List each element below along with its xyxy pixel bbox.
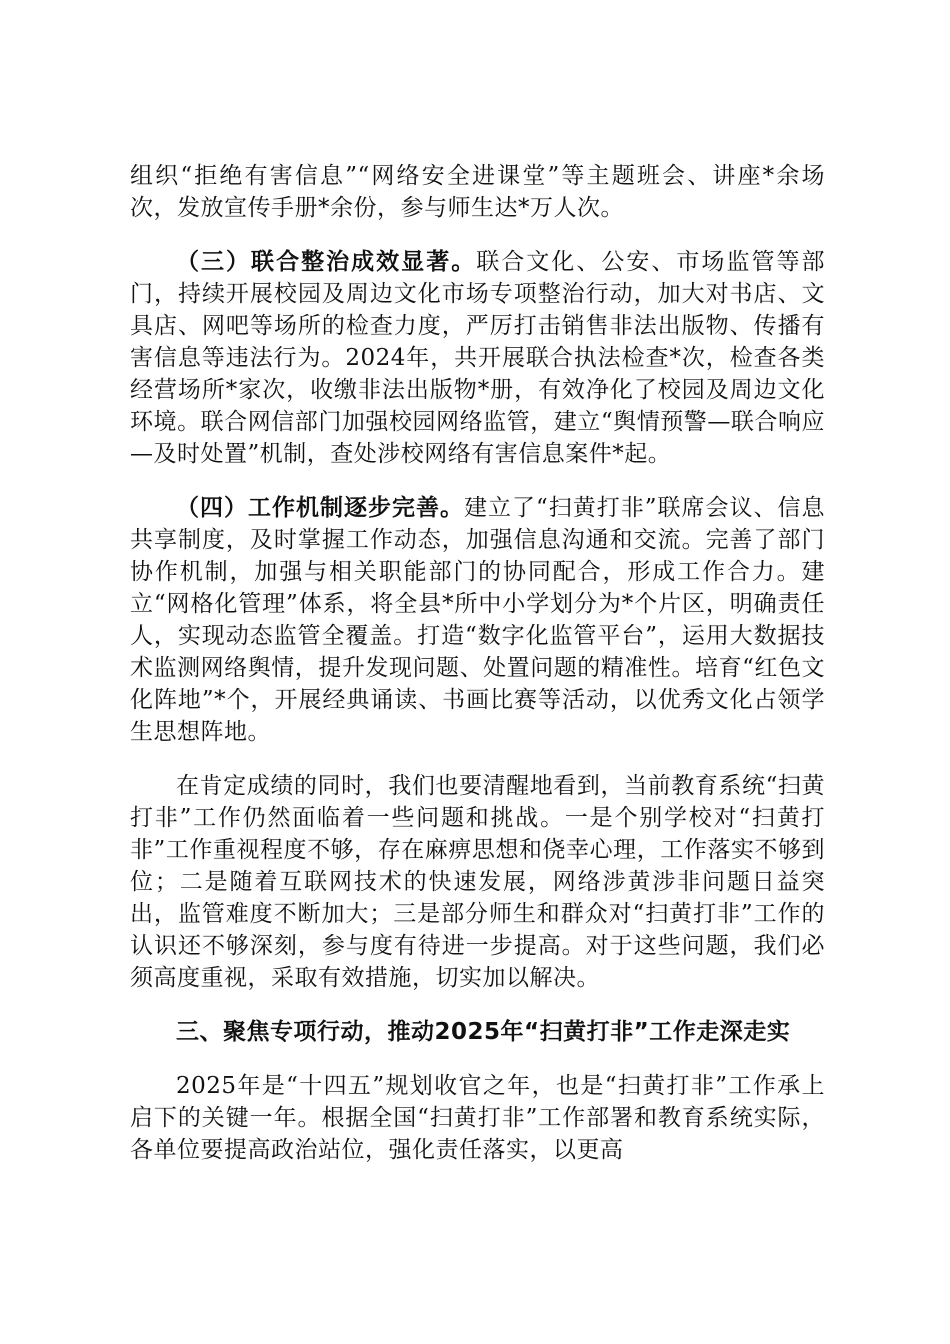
paragraph-joint-rectification [130, 246, 825, 470]
section-heading: 三、聚焦专项行动，推动2025年“扫黄打非”工作走深走实 [176, 1019, 791, 1045]
paragraph-problems [130, 770, 825, 994]
paragraph-text: 建立了“扫黄打非”联席会议、信息共享制度，及时掌握工作动态，加强信息沟通和交流。完善了部门协作机制，加强与相关职能部门的协同配合，形成工作合力。建立“网格化管理”体系，将全县*所中小学划分为*个片区，明确责任人，实现动态监管全覆盖。打造“数字化监管平台”，运用大数据技术监测网络舆情，提升发现问题、处置问题的精准性。培育“红色文化阵地”*个，开展经典诵读、书画比赛等活动，以优秀文化占领学生思想阵地。 [130, 495, 825, 745]
paragraph-text: 2025年是“十四五”规划收官之年，也是“扫黄打非”工作承上启下的关键一年。根据全国“扫黄打非”工作部署和教育系统实际，各单位要提高政治站位，强化责任落实，以更高 [130, 1073, 825, 1163]
document-page [130, 160, 825, 1188]
paragraph-continuation [130, 160, 825, 224]
paragraph-text: 在肯定成绩的同时，我们也要清醒地看到，当前教育系统“扫黄打非”工作仍然面临着一些问题和挑战。一是个别学校对“扫黄打非”工作重视程度不够，存在麻痹思想和侥幸心理，工作落实不够到位；二是随着互联网技术的快速发展，网络涉黄涉非问题日益突出，监管难度不断加大；三是部分师生和群众对“扫黄打非”工作的认识还不够深刻，参与度有待进一步提高。对于这些问题，我们必须高度重视，采取有效措施，切实加以解决。 [130, 773, 825, 991]
paragraph-text: 联合文化、公安、市场监管等部门，持续开展校园及周边文化市场专项整治行动，加大对书店、文具店、网吧等场所的检查力度，严厉打击销售非法出版物、传播有害信息等违法行为。2024年，共开展联合执法检查*次，检查各类经营场所*家次，收缴非法出版物*册，有效净化了校园及周边文化环境。联合网信部门加强校园网络监管，建立“舆情预警—联合响应—及时处置”机制，查处涉校网络有害信息案件*起。 [130, 249, 826, 467]
paragraph-lead: （三）联合整治成效显著。 [176, 249, 477, 275]
paragraph-lead: （四）工作机制逐步完善。 [176, 495, 464, 521]
paragraph-text: 组织“拒绝有害信息”“网络安全进课堂”等主题班会、讲座*余场次，发放宣传手册*余份，参与师生达*万人次。 [130, 163, 825, 221]
paragraph-2025-intro [130, 1070, 825, 1166]
paragraph-work-mechanism [130, 492, 825, 748]
